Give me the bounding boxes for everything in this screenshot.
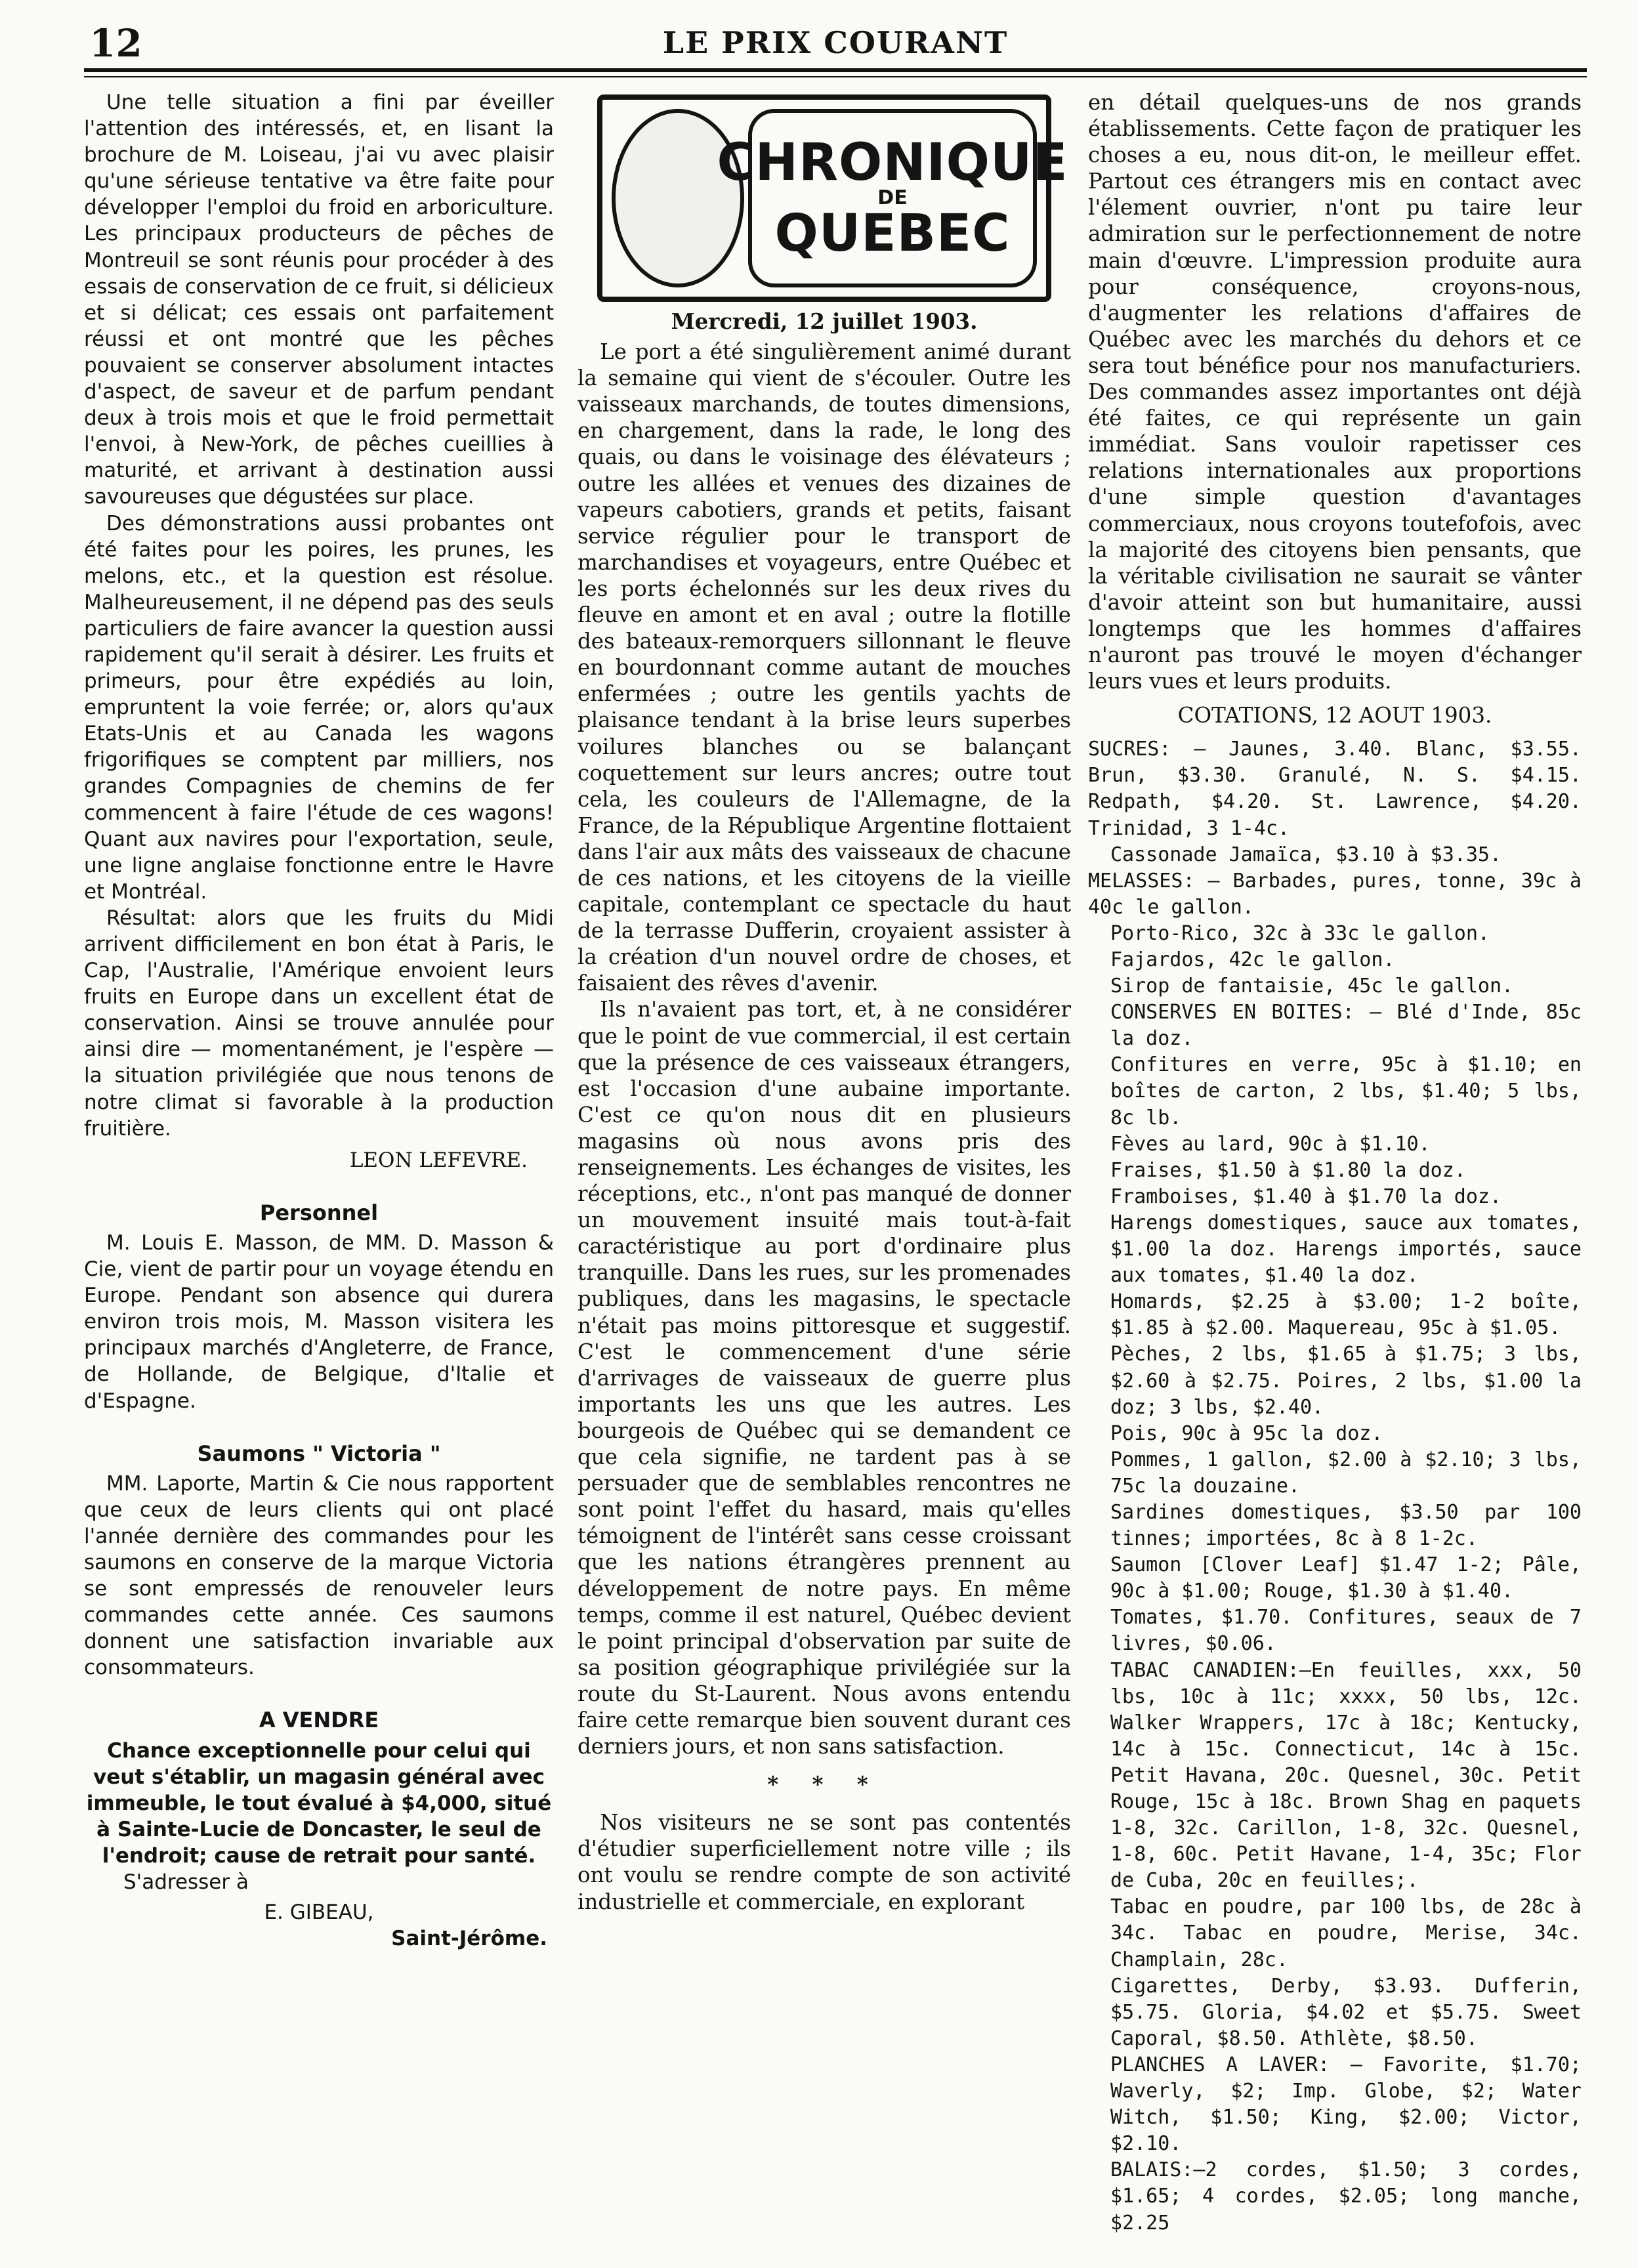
- cotation-entry: Tabac en poudre, par 100 lbs, de 28c à 34c. Tabac en poudre, Merise, 34c. Champlain, 28c.: [1110, 1895, 1582, 1971]
- a-vendre-contact: S'adresser à: [123, 1870, 249, 1894]
- cotations-list: [1088, 736, 1582, 2236]
- a-vendre-name: E. GIBEAU,: [264, 1900, 374, 1925]
- personnel-heading: Personnel: [259, 1200, 379, 1225]
- cotation-entry: TABAC CANADIEN:—En feuilles, xxx, 50 lbs, 10c à 11c; xxxx, 50 lbs, 12c. Walker Wrappers, 17c à 18c; Kentucky, 14c à 15c. Connecticut, 14c à 15c. Petit Havana, 20c. Quesnel, 30c. Petit Rouge, 15c à 18c. Brown Shag en paquets 1-8, 32c. Carillon, 1-8, 32c. Quesnel, 1-8, 60c. Petit Havane, 1-4, 35c; Flor de Cuba, 20c en feuilles;.: [1110, 1658, 1582, 1893]
- middle-column: [578, 89, 1071, 1915]
- masthead-line-2: DE: [877, 186, 908, 209]
- cotation-entry: Sirop de fantaisie, 45c le gallon.: [1110, 975, 1514, 998]
- cotation-entry: MELASSES: — Barbades, pures, tonne, 39c à 40c le gallon.: [1088, 869, 1582, 919]
- a-vendre-town: Saint-Jérôme.: [391, 1927, 547, 1951]
- left-column: [84, 89, 554, 1952]
- page-number: 12: [89, 21, 142, 66]
- masthead-line-3: QUEBEC: [774, 204, 1011, 263]
- cotation-entry: Fèves au lard, 90c à $1.10.: [1110, 1132, 1431, 1156]
- a-vendre-heading: A VENDRE: [259, 1708, 379, 1733]
- cotation-entry: SUCRES: — Jaunes, 3.40. Blanc, $3.55. Brun, $3.30. Granulé, N. S. $4.15. Redpath, $4.20. St. Lawrence, $4.20. Trinidad, 3 1-4c.: [1088, 738, 1582, 840]
- cotation-entry: Framboises, $1.40 à $1.70 la doz.: [1110, 1185, 1502, 1208]
- cotation-entry: CONSERVES EN BOITES: — Blé d'Inde, 85c la doz.: [1110, 1001, 1582, 1051]
- page-header: [84, 18, 1587, 71]
- cotation-entry: Confitures en verre, 95c à $1.10; en boîtes de carton, 2 lbs, $1.40; 5 lbs, 8c lb.: [1110, 1053, 1582, 1129]
- saumons-heading: Saumons " Victoria ": [197, 1440, 441, 1466]
- masthead-title-panel: [717, 109, 1068, 287]
- a-vendre-text: Chance exceptionnelle pour celui qui veut s'établir, un magasin général avec immeuble, le tout évalué à $4,000, situé à Sainte-Lucie de Doncaster, le seul de l'endroit; cause de retrait pour santé.: [86, 1738, 552, 1868]
- cotation-entry: Harengs domestiques, sauce aux tomates, $1.00 la doz. Harengs importés, sauce aux tomates, $1.40 la doz.: [1110, 1211, 1582, 1288]
- cotation-entry: Porto-Rico, 32c à 33c le gallon.: [1110, 921, 1490, 945]
- author-signature: LEON LEFEVRE.: [349, 1148, 528, 1172]
- cotation-entry: Pèches, 2 lbs, $1.65 à $1.75; 3 lbs, $2.60 à $2.75. Poires, 2 lbs, $1.00 la doz; 3 lbs, $2.40.: [1110, 1343, 1582, 1419]
- chronique-paragraph: Le port a été singulièrement animé durant la semaine qui vient de s'écouler. Outre les vaisseaux marchands, de toutes dimensions, en chargement, dans la rade, le long des quais, ou dans le voisinage des élévateurs ; outre les allées et venues des dizaines de vapeurs cabotiers, grands et petits, faisant service régulier pour le transport de marchandises et voyageurs, entre Québec et les ports échelonnés sur les deux rives du fleuve en amont et en aval ; outre la flotille des bateaux-remorquers sillonnant le fleuve en bourdonnant comme autant de mouches enfermées ; outre les gentils yachts de plaisance tendant à la brise leurs superbes voilures blanches ou se balançant coquettement sur leurs ancres; outre tout cela, les couleurs de l'Allemagne, de la France, de la République Argentine flottaient dans l'air aux mâts des vaisseaux de chacune de ces nations, et les citoyens de la vieille capitale, contemplant ce spectacle du haut de la terrasse Dufferin, croyaient assister à la création d'un nouvel ordre de choses, et faisaient des rêves d'avenir.: [578, 339, 1071, 996]
- chronique-masthead: [597, 94, 1068, 302]
- article-paragraph: Des démonstrations aussi probantes ont été faites pour les poires, les prunes, les melons, etc., et la question est résolue. Malheureusement, il ne dépend pas des seuls particuliers de faire avancer la question aussi rapidement qu'il serait à désirer. Les fruits et primeurs, pour être expédiés au loin, empruntent la voie ferrée; or, alors qu'aux Etats-Unis et au Canada les wagons frigorifiques se comptent par milliers, nos grandes Compagnies de chemins de fer commencent à faire l'étude de ces wagons! Quant aux navires pour l'exportation, seule, une ligne anglaise fonctionne entre le Havre et Montréal.: [84, 511, 554, 904]
- header-rule-thick: [84, 68, 1587, 72]
- cotations-heading: COTATIONS, 12 AOUT 1903.: [1177, 703, 1492, 728]
- masthead-line-1: CHRONIQUE: [717, 133, 1068, 192]
- cotation-entry: Pommes, 1 gallon, $2.00 à $2.10; 3 lbs, 75c la douzaine.: [1110, 1448, 1582, 1498]
- cotation-entry: Homards, $2.25 à $3.00; 1-2 boîte, $1.85 à $2.00. Maquereau, 95c à $1.05.: [1110, 1290, 1582, 1340]
- cotation-entry: Fajardos, 42c le gallon.: [1110, 948, 1395, 971]
- saumons-text: MM. Laporte, Martin & Cie nous rapportent que ceux de leurs clients qui ont placé l'année dernière des commandes pour les saumons en conserve de la marque Victoria se sont empressés de renouveler leurs commandes cette année. Ces saumons donnent une satisfaction invariable aux consommateurs.: [84, 1471, 554, 1680]
- cotation-entry: Sardines domestiques, $3.50 par 100 tinnes; importées, 8c à 8 1-2c.: [1110, 1500, 1582, 1551]
- chronique-continuation: en détail quelques-uns de nos grands établissements. Cette façon de pratiquer les choses a eu, nous dit-on, le meilleur effet. Partout ces étrangers mis en contact avec l'élement ouvrier, n'ont pu taire leur admiration sur le perfectionnement de notre main d'œuvre. L'impression produite aura pour conséquence, croyons-nous, d'augmenter les relations d'affaires de Québec avec les marchés du dehors et ce sera tout bénéfice pour nos manufacturiers. Des commandes assez importantes ont déjà été faites, ce qui représente un gain immédiat. Sans vouloir rapetisser ces relations internationales aux proportions d'une simple question d'avantages commerciaux, nous croyons toutefofois, avec la majorité des citoyens bien pensants, que la véritable civilisation ne saurait se vânter d'avoir atteint son but humanitaire, aussi longtemps que les hommes d'affaires n'auront pas trouvé le moyen d'échanger leurs vues et leurs produits.: [1088, 90, 1582, 694]
- cotation-entry: Tomates, $1.70. Confitures, seaux de 7 livres, $0.06.: [1110, 1606, 1582, 1656]
- cotation-entry: PLANCHES A LAVER: — Favorite, $1.70; Waverly, $2; Imp. Globe, $2; Water Witch, $1.50; King, $2.00; Victor, $2.10.: [1110, 2053, 1582, 2156]
- cotation-entry: Cigarettes, Derby, $3.93. Dufferin, $5.75. Gloria, $4.02 et $5.75. Sweet Caporal, $8.50. Athlète, $8.50.: [1110, 1974, 1582, 2050]
- journal-title: LE PRIX COURANT: [662, 25, 1009, 60]
- cotation-entry: Saumon [Clover Leaf] $1.47 1-2; Pâle, 90c à $1.00; Rouge, $1.30 à $1.40.: [1110, 1553, 1582, 1603]
- right-column: [1088, 89, 1582, 2236]
- personnel-text: M. Louis E. Masson, de MM. D. Masson & Cie, vient de partir pour un voyage étendu en Europe. Pendant son absence qui durera environ trois mois, M. Masson visitera les principaux marchés d'Angleterre, de France, de Hollande, de Belgique, d'Italie et d'Espagne.: [84, 1230, 554, 1413]
- chronique-paragraph: Ils n'avaient pas tort, et, à ne considérer que le point de vue commercial, il est certain que la présence de ces vaisseaux étrangers, est l'occasion d'une aubaine importante. C'est ce qu'on nous dit en plusieurs magasins où nous avons pris des renseignements. Les échanges de visites, les réceptions, etc., n'ont pas manqué de donner un mouvement insuité mais tout-à-fait caractéristique au port d'ordinaire plus tranquille. Dans les rues, sur les promenades publiques, dans les magasins, le spectacle n'était pas moins pittoresque et suggestif. C'est le commencement d'une série d'arrivages de vaisseaux de guerre plus importants les uns que les autres. Les bourgeois de Québec qui se demandent ce que cela signifie, ne tardent pas à se persuader que de semblables rencontres ne sont point l'effet du hasard, mais qu'elles témoignent de l'intérêt sans cesse croissant que les nations étrangères prennent au développement de notre pays. En même temps, comme il est naturel, Québec devient le point principal d'observation par suite de sa position géographique privilégiée sur la route du St-Laurent. Nous avons entendu faire cette remarque bien souvent durant ces derniers jours, et non sans satisfaction.: [578, 997, 1071, 1759]
- chronique-paragraph: Nos visiteurs ne se sont pas contentés d'étudier superficiellement notre ville ; ils ont voulu se rendre compte de son activité industrielle et commerciale, en explorant: [578, 1810, 1071, 1914]
- article-paragraph: Résultat: alors que les fruits du Midi arrivent difficilement en bon état à Paris, le Cap, l'Australie, l'Amérique envoient leurs fruits en Europe dans un excellent état de conservation. Ainsi se trouve annulée pour ainsi dire — momentanément, je l'espère — la situation privilégiée que nous tenons de notre climat si favorable à la production fruitière.: [84, 906, 554, 1141]
- cotation-entry: Fraises, $1.50 à $1.80 la doz.: [1110, 1158, 1466, 1182]
- section-separator: * * *: [767, 1771, 881, 1797]
- chronique-dateline: Mercredi, 12 juillet 1903.: [671, 308, 978, 334]
- cotation-entry: BALAIS:—2 cordes, $1.50; 3 cordes, $1.65; 4 cordes, $2.05; long manche, $2.25: [1110, 2158, 1582, 2235]
- header-rule-thin: [84, 76, 1587, 77]
- cotation-entry: Pois, 90c à 95c la doz.: [1110, 1421, 1383, 1445]
- article-paragraph: Une telle situation a fini par éveiller l'attention des intéressés, et, en lisant la brochure de M. Loiseau, j'ai vu avec plaisir qu'une sérieuse tentative va être faite pour développer l'emploi du froid en arboriculture. Les principaux producteurs de pêches de Montreuil se sont réunis pour procéder à des essais de conservation de ce fruit, si délicieux et si délicat; ces essais ont parfaitement réussi et ont montré que les pêches pouvaient se conserver absolument intactes d'aspect, de saveur et de parfum pendant deux à trois mois et que le froid permettait l'envoi, à New-York, de pêches cueillies à maturité, et arrivant à destination aussi savoureuses que dégustées sur place.: [84, 91, 554, 509]
- cotation-entry: Cassonade Jamaïca, $3.10 à $3.35.: [1110, 843, 1502, 866]
